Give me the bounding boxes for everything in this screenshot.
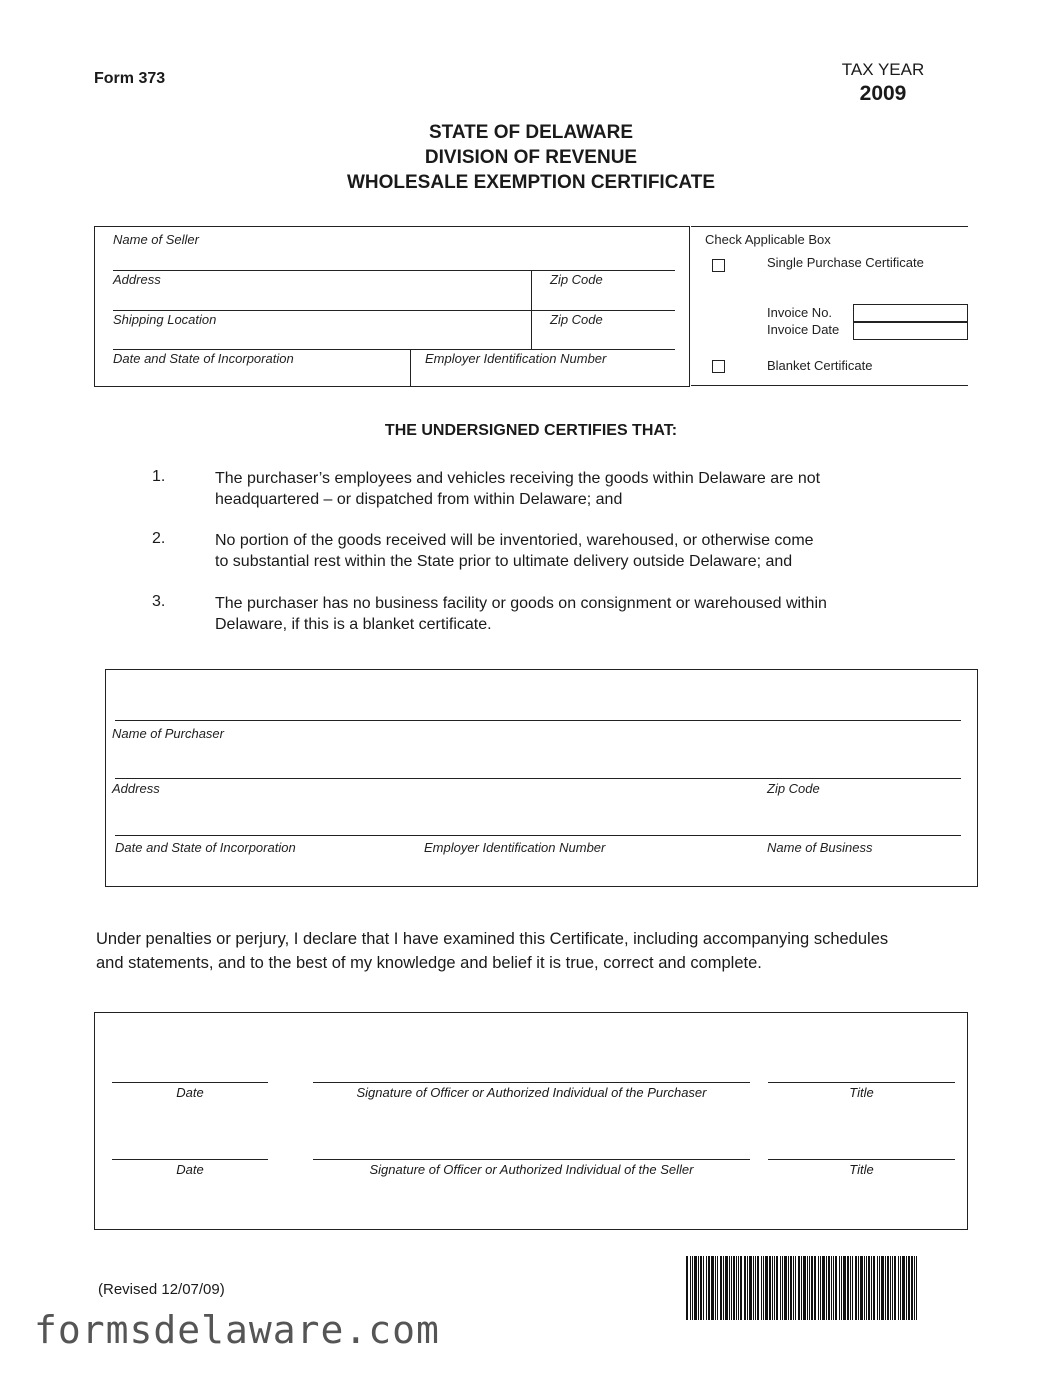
barcode-bar: [887, 1256, 889, 1320]
barcode-bar: [906, 1256, 907, 1320]
barcode-bar: [715, 1256, 716, 1320]
barcode-bar: [790, 1256, 792, 1320]
item-text-line: headquartered – or dispatched from within Delaware; and: [215, 491, 623, 508]
barcode-bar: [700, 1256, 702, 1320]
seller-signature-field[interactable]: [313, 1159, 750, 1160]
barcode-bar: [757, 1256, 759, 1320]
tax-year: 2009: [859, 82, 907, 105]
barcode-bar: [769, 1256, 771, 1320]
single-purchase-checkbox[interactable]: [712, 259, 725, 272]
barcode-bar: [828, 1256, 830, 1320]
barcode-bar: [814, 1256, 816, 1320]
barcode-bar: [720, 1256, 722, 1320]
barcode-bar: [839, 1256, 840, 1320]
barcode-bar: [729, 1256, 730, 1320]
purchaser-signature-label: Signature of Officer or Authorized Individual of the Purchaser: [356, 1085, 707, 1100]
name-of-seller-label: Name of Seller: [113, 232, 199, 247]
revised-date: (Revised 12/07/09): [98, 1281, 225, 1298]
barcode-bar: [892, 1256, 893, 1320]
barcode-bar: [831, 1256, 832, 1320]
barcode-bar: [877, 1256, 878, 1320]
barcode-bar: [763, 1256, 764, 1320]
barcode-bar: [692, 1256, 693, 1320]
barcode-bar: [776, 1256, 778, 1320]
barcode-bar: [788, 1256, 789, 1320]
barcode-bar: [801, 1256, 802, 1320]
barcode-bar: [902, 1256, 905, 1320]
barcode-bar: [690, 1256, 691, 1320]
barcode-bar: [698, 1256, 699, 1320]
barcode-bar: [911, 1256, 913, 1320]
invoice-date-field[interactable]: [853, 321, 968, 340]
seller-date-field[interactable]: [112, 1159, 268, 1160]
barcode-bar: [908, 1256, 910, 1320]
blanket-checkbox[interactable]: [712, 360, 725, 373]
barcode-bar: [738, 1256, 739, 1320]
barcode-bar: [900, 1256, 901, 1320]
purchaser-zip-label: Zip Code: [767, 781, 820, 796]
barcode-bar: [798, 1256, 800, 1320]
signature-section: [94, 1012, 968, 1230]
title-division: DIVISION OF REVENUE: [424, 147, 638, 168]
purchaser-title-label: Title: [849, 1085, 874, 1100]
title-certificate: WHOLESALE EXEMPTION CERTIFICATE: [346, 172, 716, 193]
barcode-bar: [765, 1256, 768, 1320]
declaration: [96, 927, 976, 975]
barcode-bar: [898, 1256, 899, 1320]
barcode-bar: [736, 1256, 737, 1320]
invoice-date-label: Invoice Date: [767, 322, 840, 337]
name-of-business-label: Name of Business: [767, 840, 873, 855]
barcode-bar: [916, 1256, 917, 1320]
barcode-bar: [850, 1256, 851, 1320]
item-number: 2.: [152, 530, 166, 547]
purchaser-incorporation-label: Date and State of Incorporation: [115, 840, 296, 855]
barcode-bar: [782, 1256, 783, 1320]
barcode-bar: [820, 1256, 821, 1320]
barcode-bar: [885, 1256, 886, 1320]
seller-title-label: Title: [849, 1162, 874, 1177]
certifies-heading: THE UNDERSIGNED CERTIFIES THAT:: [384, 422, 678, 439]
purchaser-signature-field[interactable]: [313, 1082, 750, 1083]
seller-incorporation-label: Date and State of Incorporation: [113, 351, 294, 366]
barcode-bar: [733, 1256, 735, 1320]
barcode-bar: [841, 1256, 842, 1320]
barcode-bar: [873, 1256, 875, 1320]
barcode-bar: [747, 1256, 748, 1320]
barcode-bar: [711, 1256, 714, 1320]
seller-ein-label: Employer Identification Number: [425, 351, 607, 366]
barcode-bar: [793, 1256, 794, 1320]
barcode-bar: [866, 1256, 867, 1320]
purchaser-details-field[interactable]: [115, 835, 961, 836]
seller-zip-label-2: Zip Code: [550, 312, 603, 327]
purchaser-ein-label: Employer Identification Number: [424, 840, 606, 855]
barcode-bar: [803, 1256, 806, 1320]
shipping-location-label: Shipping Location: [113, 312, 217, 327]
seller-address-label: Address: [113, 272, 161, 287]
item-text-line: No portion of the goods received will be inventoried, warehoused, or otherwise come: [215, 532, 814, 549]
blanket-label: Blanket Certificate: [767, 358, 873, 373]
barcode-bar: [772, 1256, 773, 1320]
item-text-line: Delaware, if this is a blanket certificate.: [215, 616, 492, 633]
seller-signature-label: Signature of Officer or Authorized Individual of the Seller: [369, 1162, 694, 1177]
barcode-bar: [843, 1256, 846, 1320]
barcode-bar: [871, 1256, 872, 1320]
barcode-bar: [717, 1256, 718, 1320]
barcode-bar: [725, 1256, 728, 1320]
barcode-bar: [826, 1256, 827, 1320]
check-heading: Check Applicable Box: [705, 232, 831, 247]
barcode-bar: [894, 1256, 896, 1320]
barcode-bar: [890, 1256, 891, 1320]
barcode-bar: [860, 1256, 863, 1320]
barcode-bar: [879, 1256, 880, 1320]
purchaser-address-label: Address: [112, 781, 160, 796]
barcode-bar: [723, 1256, 724, 1320]
barcode-bar: [708, 1256, 710, 1320]
name-of-purchaser-field[interactable]: [115, 720, 961, 721]
barcode: [686, 1256, 964, 1320]
purchaser-date-label: Date: [176, 1085, 204, 1100]
barcode-bar: [749, 1256, 752, 1320]
form-number: Form 373: [94, 70, 166, 87]
barcode-bar: [694, 1256, 697, 1320]
seller-title-field[interactable]: [768, 1159, 955, 1160]
declaration-line: and statements, and to the best of my knowledge and belief it is true, correct and complete.: [96, 954, 762, 972]
item-number: 1.: [152, 468, 166, 485]
tax-year-label: TAX YEAR: [841, 60, 925, 79]
barcode-bar: [807, 1256, 808, 1320]
barcode-bar: [822, 1256, 825, 1320]
barcode-bar: [847, 1256, 849, 1320]
barcode-bar: [706, 1256, 707, 1320]
barcode-bar: [774, 1256, 775, 1320]
barcode-bar: [795, 1256, 796, 1320]
barcode-bar: [811, 1256, 813, 1320]
barcode-bar: [731, 1256, 732, 1320]
barcode-bar: [809, 1256, 810, 1320]
barcode-bar: [753, 1256, 754, 1320]
name-of-seller-field[interactable]: [113, 270, 675, 271]
barcode-bar: [686, 1256, 688, 1320]
barcode-bar: [852, 1256, 853, 1320]
seller-zip-label-1: Zip Code: [550, 272, 603, 287]
item-text-line: The purchaser’s employees and vehicles receiving the goods within Delaware are not: [215, 470, 821, 487]
barcode-bar: [858, 1256, 859, 1320]
purchaser-date-field[interactable]: [112, 1082, 268, 1083]
item-text-line: The purchaser has no business facility or goods on consignment or warehoused within: [215, 595, 827, 612]
barcode-bar: [833, 1256, 834, 1320]
shipping-location-field[interactable]: [113, 349, 675, 350]
barcode-bar: [780, 1256, 781, 1320]
barcode-bar: [881, 1256, 884, 1320]
barcode-bar: [703, 1256, 704, 1320]
barcode-bar: [818, 1256, 819, 1320]
seller-date-label: Date: [176, 1162, 204, 1177]
item-number: 3.: [152, 593, 166, 610]
barcode-bar: [740, 1256, 742, 1320]
barcode-bar: [761, 1256, 762, 1320]
seller-address-field[interactable]: [113, 310, 675, 311]
invoice-no-label: Invoice No.: [767, 305, 833, 320]
item-text-line: to substantial rest within the State prior to ultimate delivery outside Delaware; and: [215, 553, 793, 570]
barcode-bar: [864, 1256, 865, 1320]
barcode-bar: [868, 1256, 870, 1320]
name-of-purchaser-label: Name of Purchaser: [112, 726, 224, 741]
single-purchase-label: Single Purchase Certificate: [767, 255, 924, 270]
barcode-bar: [914, 1256, 915, 1320]
barcode-bar: [784, 1256, 787, 1320]
watermark: formsdelaware.com: [34, 1308, 440, 1352]
barcode-bar: [835, 1256, 837, 1320]
purchaser-title-field[interactable]: [768, 1082, 955, 1083]
title-state: STATE OF DELAWARE: [428, 122, 634, 143]
barcode-bar: [855, 1256, 857, 1320]
declaration-line: Under penalties or perjury, I declare that I have examined this Certificate, including accompanying schedules: [96, 930, 889, 948]
barcode-bar: [755, 1256, 756, 1320]
barcode-bar: [744, 1256, 746, 1320]
purchaser-address-field[interactable]: [115, 778, 961, 779]
